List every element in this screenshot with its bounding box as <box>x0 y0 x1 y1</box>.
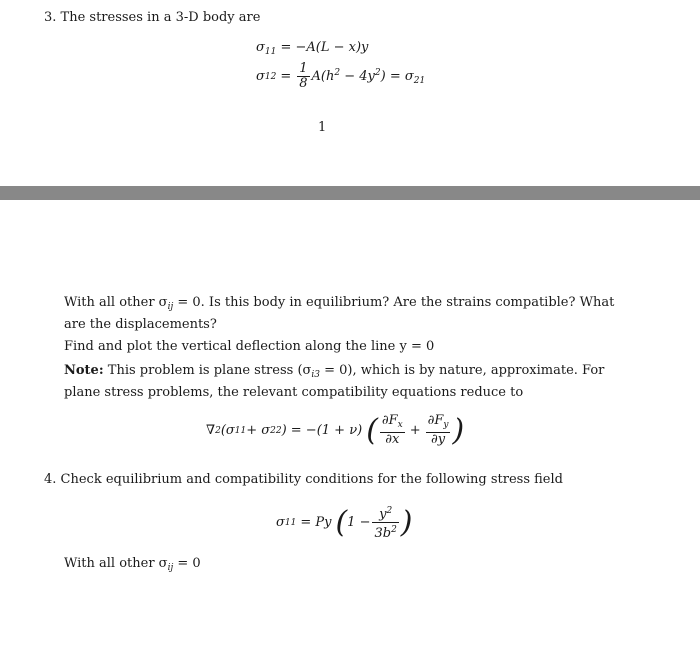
problem-3-heading <box>44 10 260 25</box>
stress-equation-sigma12: σ 12 = $\frac{1}{8}$ $A(h^2 - 4y^2) = \sigma_{21}$ <box>256 61 426 91</box>
find-and-plot-text: Find and plot the vertical deflection along the line y = 0 <box>64 339 435 354</box>
fraction-one-eighth: $\frac{1}{8}$ <box>299 61 308 91</box>
stress-field-equation: σ 11 = Py ( 1 − $\frac{y^2}{3b^2}$ ) <box>276 504 413 541</box>
problem-4-number: 4. <box>44 472 57 487</box>
problem-4-heading <box>44 472 563 487</box>
fraction-y2-3b2: $\frac{y^2}{3b^2}$ <box>374 506 397 541</box>
stress-equation-sigma11: $\sigma_{11} = -A(L - x)y$ <box>256 40 369 57</box>
compatibility-equation: ∇ 2 (σ 11 + σ 22 ) = −(1 + ν) ( $\frac{\partial F_x}{\partial x}$ + $\frac{\partial F_y}{\partial y}$ ) <box>206 412 465 448</box>
problem-4-text: Check equilibrium and compatibility conditions for the following stress field <box>60 472 563 487</box>
page-break-divider <box>0 186 700 200</box>
problem-3-intro: The stresses in a 3-D body are <box>60 10 261 25</box>
note-paragraph: Note: This problem is plane stress $(\sigma_{i3} = 0)$, which is by nature, approximate. For plane stress problems, the relevant compatibility equations reduce to <box>64 363 605 400</box>
problem-3-question: With all other $\sigma_{ij} = 0$. Is this body in equilibrium? Are the strains compatible? What are the displacements? <box>64 295 615 332</box>
note-label: Note: <box>64 363 104 378</box>
problem-3-number: 3. <box>44 10 57 25</box>
fraction-dFx-dx: $\frac{\partial F_x}{\partial x}$ <box>381 413 403 447</box>
page-number: 1 <box>318 120 327 135</box>
problem-4-footer: With all other $\sigma_{ij} = 0$ <box>64 556 201 573</box>
fraction-dFy-dy: $\frac{\partial F_y}{\partial y}$ <box>427 413 449 447</box>
